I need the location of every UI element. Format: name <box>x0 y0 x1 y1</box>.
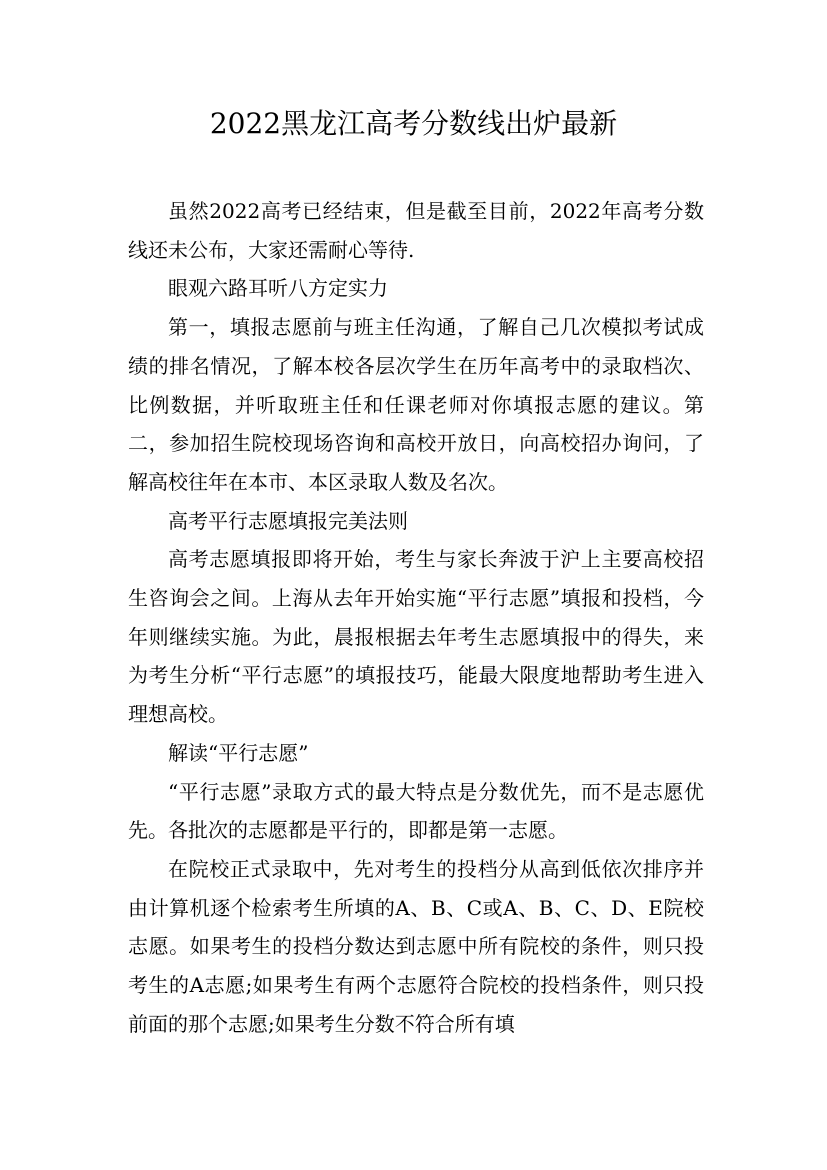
document-body <box>128 192 704 1043</box>
paragraph-intro: 虽然2022高考已经结束，但是截至目前，2022年高考分数线还未公布，大家还需耐心等待. <box>128 199 704 262</box>
paragraph-shanghai: 高考志愿填报即将开始，考生与家长奔波于沪上主要高校招生咨询会之间。上海从去年开始实施“平行志愿”填报和投档，今年则继续实施。为此，晨报根据去年考生志愿填报中的得失，来为考生分析“平行志愿”的填报技巧，能最大限度地帮助考生进入理想高校。 <box>128 547 704 727</box>
section-heading-strength: 眼观六路耳听八方定实力 <box>168 276 388 301</box>
section-heading-explain: 解读“平行志愿” <box>168 740 309 765</box>
paragraph-feature: “平行志愿”录取方式的最大特点是分数优先，而不是志愿优先。各批次的志愿都是平行的，即都是第一志愿。 <box>128 779 704 843</box>
section-heading-rules: 高考平行志愿填报完美法则 <box>168 508 408 533</box>
paragraph-admission: 在院校正式录取中，先对考生的投档分从高到低依次排序并由计算机逐个检索考生所填的A、B、C或A、B、C、D、E院校志愿。如果考生的投档分数达到志愿中所有院校的条件，则只投考生的A志愿;如果考生有两个志愿符合院校的投档条件，则只投前面的那个志愿;如果考生分数不符合所有填 <box>128 856 704 1036</box>
document-title: 2022黑龙江高考分数线出炉最新 <box>209 107 618 140</box>
paragraph-steps: 第一，填报志愿前与班主任沟通，了解自己几次模拟考试成绩的排名情况，了解本校各层次学生在历年高考中的录取档次、比例数据，并听取班主任和任课老师对你填报志愿的建议。第二，参加招生院校现场咨询和高校开放日，向高校招办询问，了解高校往年在本市、本区录取人数及名次。 <box>128 315 704 494</box>
